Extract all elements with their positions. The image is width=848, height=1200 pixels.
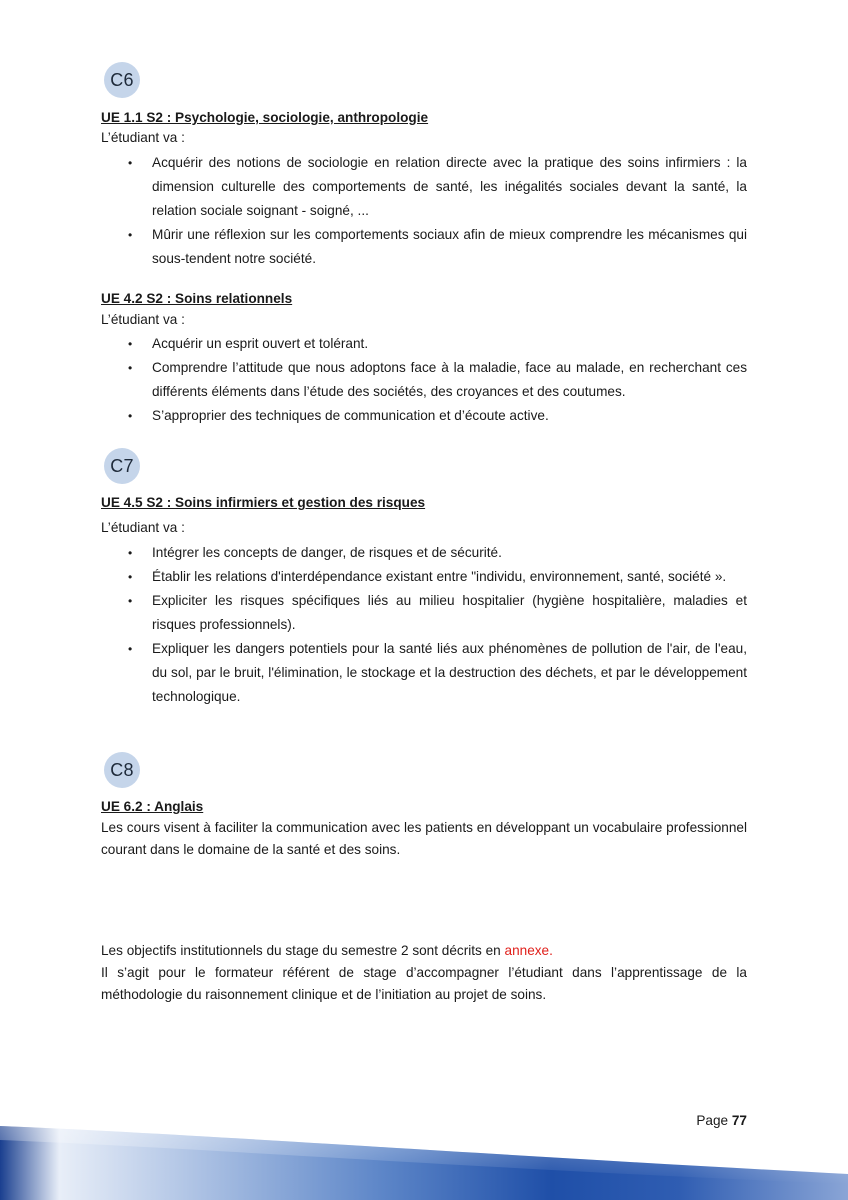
list-item: • S’approprier des techniques de communication et d’écoute active. (101, 404, 747, 428)
bullet-list-ue-4-5 (101, 541, 747, 709)
annexe-link[interactable]: annexe. (504, 943, 553, 958)
list-item: • Expliciter les risques spécifiques liés au milieu hospitalier (hygiène hospitalière, maladies et risques professionnels). (101, 589, 747, 637)
list-item: • Intégrer les concepts de danger, de risques et de sécurité. (101, 541, 747, 565)
ue-title-4-5: UE 4.5 S2 : Soins infirmiers et gestion des risques (101, 495, 426, 510)
ue-title-4-2: UE 4.2 S2 : Soins relationnels (101, 291, 293, 306)
bullet-icon: • (128, 361, 133, 375)
intro-text: L’étudiant va : (101, 312, 185, 327)
bullet-icon: • (128, 337, 133, 351)
stage-objectives-text: Les objectifs institutionnels du stage du semestre 2 sont décrits en annexe. (101, 943, 553, 958)
list-item: • Acquérir des notions de sociologie en relation directe avec la pratique des soins infirmiers : la dimension culturelle des comportements de santé, les inégalités sociales devant la santé, la relation sociale soignant - soigné, ... (101, 151, 747, 223)
ue-6-2-description: Les cours visent à faciliter la communication avec les patients en développant un vocabulaire professionnel courant dans le domaine de la santé et des soins. (101, 820, 747, 857)
bullet-list-ue-1-1 (101, 151, 747, 271)
bullet-icon: • (128, 570, 133, 584)
formateur-role-text: Il s’agit pour le formateur référent de stage d’accompagner l’étudiant dans l’apprentissage de la méthodologie du raisonnement clinique et de l’initiation au projet de soins. (101, 965, 747, 1002)
list-item: • Acquérir un esprit ouvert et tolérant. (101, 332, 747, 356)
ue-title-1-1: UE 1.1 S2 : Psychologie, sociologie, anthropologie (101, 110, 429, 125)
bullet-icon: • (128, 546, 133, 560)
list-item: • Comprendre l’attitude que nous adoptons face à la maladie, face au malade, en recherchant ces différents éléments dans l’étude des sociétés, des croyances et des coutumes. (101, 356, 747, 404)
bullet-icon: • (128, 409, 133, 423)
competence-badge-c7: C7 (104, 448, 140, 484)
competence-badge-c8: C8 (104, 752, 140, 788)
list-item: • Expliquer les dangers potentiels pour la santé liés aux phénomènes de pollution de l'air, de l'eau, du sol, par le bruit, l'élimination, le stockage et la destruction des déchets, et par le développement technologique. (101, 637, 747, 709)
intro-text: L’étudiant va : (101, 520, 185, 535)
list-item: • Mûrir une réflexion sur les comportements sociaux afin de mieux comprendre les mécanismes qui sous-tendent notre société. (101, 223, 747, 271)
ue-title-6-2: UE 6.2 : Anglais (101, 799, 204, 814)
competence-badge-c6: C6 (104, 62, 140, 98)
bullet-list-ue-4-2 (101, 332, 747, 428)
footer-decorative-band (0, 1126, 848, 1200)
bullet-icon: • (128, 594, 133, 608)
bullet-icon: • (128, 156, 133, 170)
bullet-icon: • (128, 642, 133, 656)
intro-text: L’étudiant va : (101, 130, 185, 145)
list-item: • Établir les relations d'interdépendance existant entre "individu, environnement, santé, société ». (101, 565, 747, 589)
page-number: Page 77 (696, 1113, 747, 1128)
bullet-icon: • (128, 228, 133, 242)
